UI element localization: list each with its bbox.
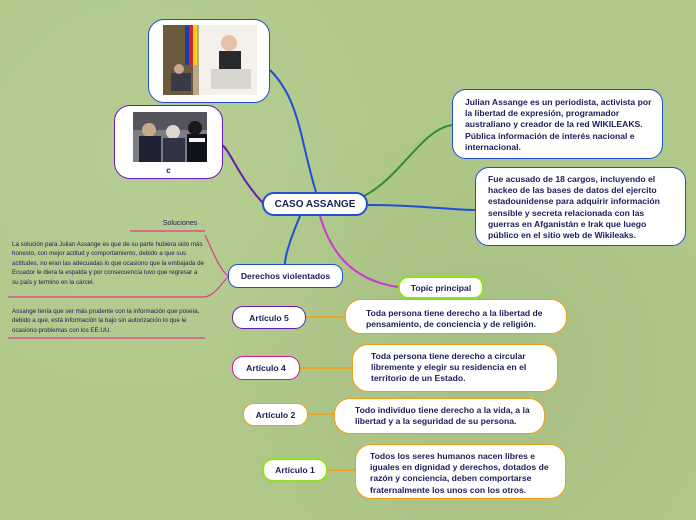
link-central-bio bbox=[360, 125, 452, 198]
articulo4-node[interactable] bbox=[232, 356, 300, 380]
topic-principal-node[interactable] bbox=[398, 276, 484, 299]
articulo2-text: Todo individuo tiene derecho a la vida, a la libertad y a la seguridad de su persona. bbox=[355, 405, 530, 427]
soluciones-title: Soluciones bbox=[162, 220, 198, 227]
articulo2-text-node[interactable] bbox=[334, 398, 545, 434]
soluciones-text-1: La solución para Julian Assange es que de su parte hubiera sido más honesto, con mejor actitud y comportamiento, debido a que sus actitudes, no eran las adecuadas lo que ocasiono que la embajada de Ecuador le diera la espalda y por consecuencia tuvo que regresar a su país y termino en la cárcel. bbox=[12, 241, 204, 286]
articulo5-text: Toda persona tiene derecho a la libertad de pensamiento, de conciencia y de religión. bbox=[366, 308, 543, 330]
articulo2-label: Artículo 2 bbox=[255, 409, 296, 420]
articulo5-label: Artículo 5 bbox=[249, 312, 289, 323]
articulo1-text-node[interactable] bbox=[355, 444, 566, 499]
bio-text: Julian Assange es un periodista, activista por la libertad de expresión, programador australiano y creador de la red WIKILEAKS. Pública información de interés nacional e internacional. bbox=[465, 97, 652, 152]
articulo1-text: Todos los seres humanos nacen libres e iguales en dignidad y derechos, dotados de razón y conciencia, deben comportarse fraternalmente los unos con los otros. bbox=[370, 451, 549, 495]
assange-arrest-photo-icon bbox=[133, 112, 207, 162]
topic-principal-label: Topic principal bbox=[410, 282, 472, 293]
soluciones-text-2: Assange tenía que ser más prudente con la información que poseía, debido a que, está información la bajo sin autorización lo que le ocasiono problemas con los EE.UU. bbox=[12, 308, 200, 334]
articulo4-text: Toda persona tiene derecho a circular libremente y elegir su residencia en el territorio de un Estado. bbox=[371, 351, 527, 384]
central-topic[interactable] bbox=[262, 192, 368, 216]
link-central-top-image bbox=[270, 70, 316, 192]
image-caption: c bbox=[166, 166, 171, 175]
link-central-charges bbox=[368, 205, 475, 210]
link-central-derechos bbox=[285, 216, 300, 264]
articulo1-node[interactable] bbox=[262, 458, 328, 482]
bio-node[interactable] bbox=[452, 89, 663, 159]
articulo4-label: Artículo 4 bbox=[246, 363, 286, 373]
link-central-left-image bbox=[222, 145, 265, 205]
image-node-top[interactable] bbox=[148, 19, 270, 103]
articulo5-node[interactable] bbox=[232, 306, 306, 329]
charges-node[interactable] bbox=[475, 167, 686, 246]
central-topic-title: CASO ASSANGE bbox=[274, 198, 356, 210]
articulo1-label: Artículo 1 bbox=[275, 465, 315, 475]
derechos-label: Derechos violentados bbox=[240, 271, 331, 281]
articulo2-node[interactable] bbox=[243, 403, 308, 426]
charges-text: Fue acusado de 18 cargos, incluyendo el hackeo de las bases de datos del ejercito estadounidense para adquirir información sensible y secreta relacionada con las guerras en Afganistán e Irak que luego público en el sitio web de Wikileaks. bbox=[488, 174, 660, 241]
assange-balcony-photo-icon bbox=[163, 25, 257, 95]
link-derechos-soluciones bbox=[205, 235, 228, 276]
link-derechos-soluciones-2 bbox=[205, 277, 228, 297]
articulo4-text-node[interactable] bbox=[352, 344, 558, 392]
articulo5-text-node[interactable] bbox=[345, 299, 567, 334]
image-node-left[interactable] bbox=[114, 105, 223, 179]
derechos-node[interactable] bbox=[228, 264, 343, 288]
